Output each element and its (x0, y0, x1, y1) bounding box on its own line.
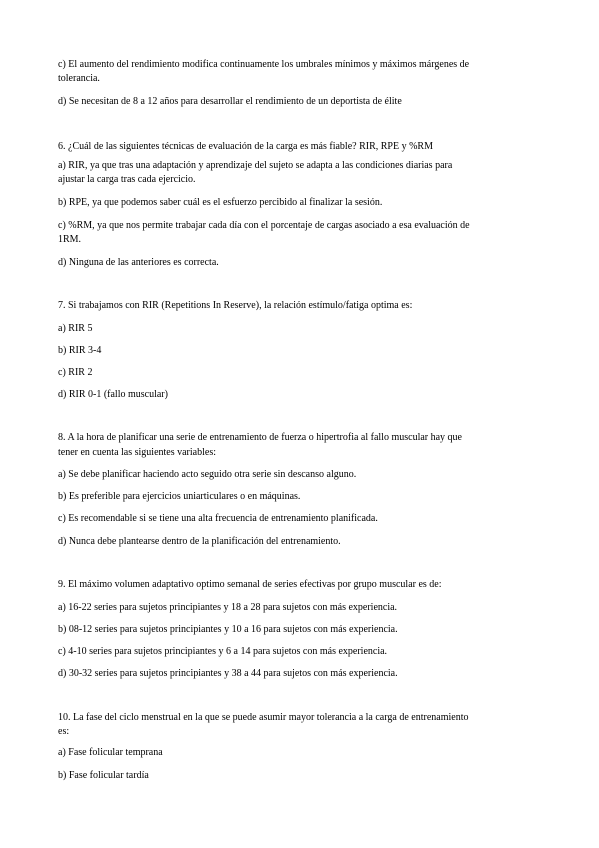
q9-question: 9. El máximo volumen adaptativo optimo semanal de series efectivas por grupo muscular es de: (58, 579, 442, 590)
q9-option-b: b) 08-12 series para sujetos principiantes y 10 a 16 para sujetos con más experiencia. (58, 624, 398, 635)
q6-option-b: b) RPE, ya que podemos saber cuál es el esfuerzo percibido al finalizar la sesión. (58, 197, 383, 208)
q6-option-c-line1: c) %RM, ya que nos permite trabajar cada día con el porcentaje de cargas asociado a esa evaluación de (58, 220, 470, 231)
q10-option-a: a) Fase folicular temprana (58, 747, 163, 758)
q10-question-line1: 10. La fase del ciclo menstrual en la que se puede asumir mayor tolerancia a la carga de entrenamiento (58, 712, 469, 723)
q6-question: 6. ¿Cuál de las siguientes técnicas de evaluación de la carga es más fiable? RIR, RPE y %RM (58, 141, 433, 152)
q7-option-d: d) RIR 0-1 (fallo muscular) (58, 389, 168, 400)
q10-option-b: b) Fase folicular tardía (58, 770, 149, 781)
q8-option-a: a) Se debe planificar haciendo acto seguido otra serie sin descanso alguno. (58, 469, 357, 480)
q7-option-b: b) RIR 3-4 (58, 345, 102, 356)
q5-option-c-line2: tolerancia. (58, 73, 100, 84)
q7-option-c: c) RIR 2 (58, 367, 93, 378)
q6-option-a-line2: ajustar la carga tras cada ejercicio. (58, 174, 196, 185)
q5-option-c-line1: c) El aumento del rendimiento modifica continuamente los umbrales mínimos y máximos márgenes de (58, 59, 470, 70)
q8-question-line1: 8. A la hora de planificar una serie de entrenamiento de fuerza o hipertrofia al fallo muscular hay que (58, 432, 462, 443)
q8-option-d: d) Nunca debe plantearse dentro de la planificación del entrenamiento. (58, 536, 341, 547)
q7-option-a: a) RIR 5 (58, 323, 93, 334)
q8-question-line2: tener en cuenta las siguientes variables: (58, 447, 216, 458)
q8-option-c: c) Es recomendable si se tiene una alta frecuencia de entrenamiento planificada. (58, 513, 378, 524)
q6-option-a-line1: a) RIR, ya que tras una adaptación y aprendizaje del sujeto se adapta a las condiciones diarias para (58, 160, 453, 171)
q5-option-d: d) Se necesitan de 8 a 12 años para desarrollar el rendimiento de un deportista de élite (58, 96, 402, 107)
q9-option-d: d) 30-32 series para sujetos principiantes y 38 a 44 para sujetos con más experiencia. (58, 668, 398, 679)
q9-option-a: a) 16-22 series para sujetos principiantes y 18 a 28 para sujetos con más experiencia. (58, 602, 398, 613)
q6-option-d: d) Ninguna de las anteriores es correcta. (58, 257, 219, 268)
q7-question: 7. Si trabajamos con RIR (Repetitions In Reserve), la relación estímulo/fatiga optima es: (58, 300, 413, 311)
q10-question-line2: es: (58, 726, 70, 737)
q8-option-b: b) Es preferible para ejercicios uniarticulares o en máquinas. (58, 491, 301, 502)
q6-option-c-line2: 1RM. (58, 234, 82, 245)
q9-option-c: c) 4-10 series para sujetos principiantes y 6 a 14 para sujetos con más experiencia. (58, 646, 388, 657)
